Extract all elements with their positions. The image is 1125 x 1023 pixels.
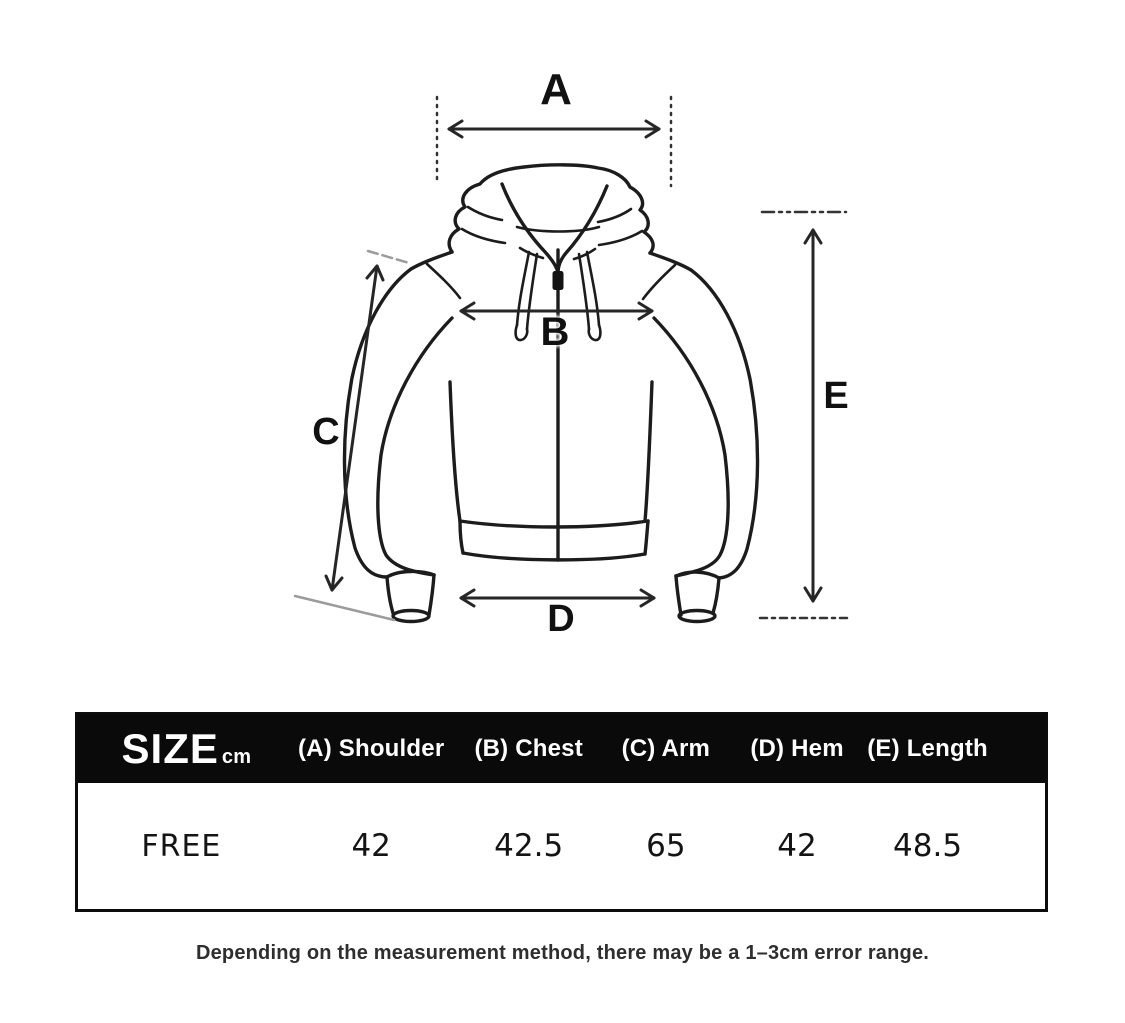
- body-outline: [450, 382, 652, 560]
- size-header-cell: [78, 725, 285, 773]
- zipper: [553, 250, 564, 560]
- cell-chest-value: 42.5: [494, 828, 564, 864]
- hood-fold-lines: [462, 207, 642, 259]
- left-sleeve: [344, 269, 452, 622]
- cell-hem-value: 42: [777, 828, 817, 864]
- measurement-disclaimer: Depending on the measurement method, there may be a 1–3cm error range.: [195, 942, 930, 964]
- measure-label-length: E: [823, 375, 849, 417]
- col-header-arm: (C) Arm: [621, 735, 711, 762]
- measure-label-hem: D: [547, 598, 575, 640]
- col-header-chest: (B) Chest: [474, 735, 583, 762]
- size-table-header: [78, 715, 1045, 783]
- size-unit-label: cm: [221, 746, 252, 768]
- cell-arm-value: 65: [646, 828, 686, 864]
- right-cuff-opening: [679, 611, 715, 622]
- size-table: [75, 712, 1048, 912]
- measure-label-shoulder: A: [540, 65, 572, 114]
- cell-length-value: 48.5: [893, 828, 963, 864]
- zipper-pull: [553, 271, 564, 290]
- right-sleeve: [654, 270, 758, 622]
- col-header-shoulder: (A) Shoulder: [297, 735, 445, 762]
- size-table-row-free: [78, 783, 1045, 909]
- col-header-length: (E) Length: [867, 735, 988, 762]
- left-cuff-opening: [393, 611, 429, 622]
- col-header-hem: (D) Hem: [750, 735, 844, 762]
- size-wordmark: SIZE: [121, 725, 219, 772]
- hood-outline: [449, 165, 653, 273]
- measure-label-arm: C: [312, 411, 340, 453]
- cell-size-free: FREE: [141, 828, 222, 864]
- cell-shoulder-value: 42: [351, 828, 391, 864]
- measure-label-chest: B: [540, 310, 570, 354]
